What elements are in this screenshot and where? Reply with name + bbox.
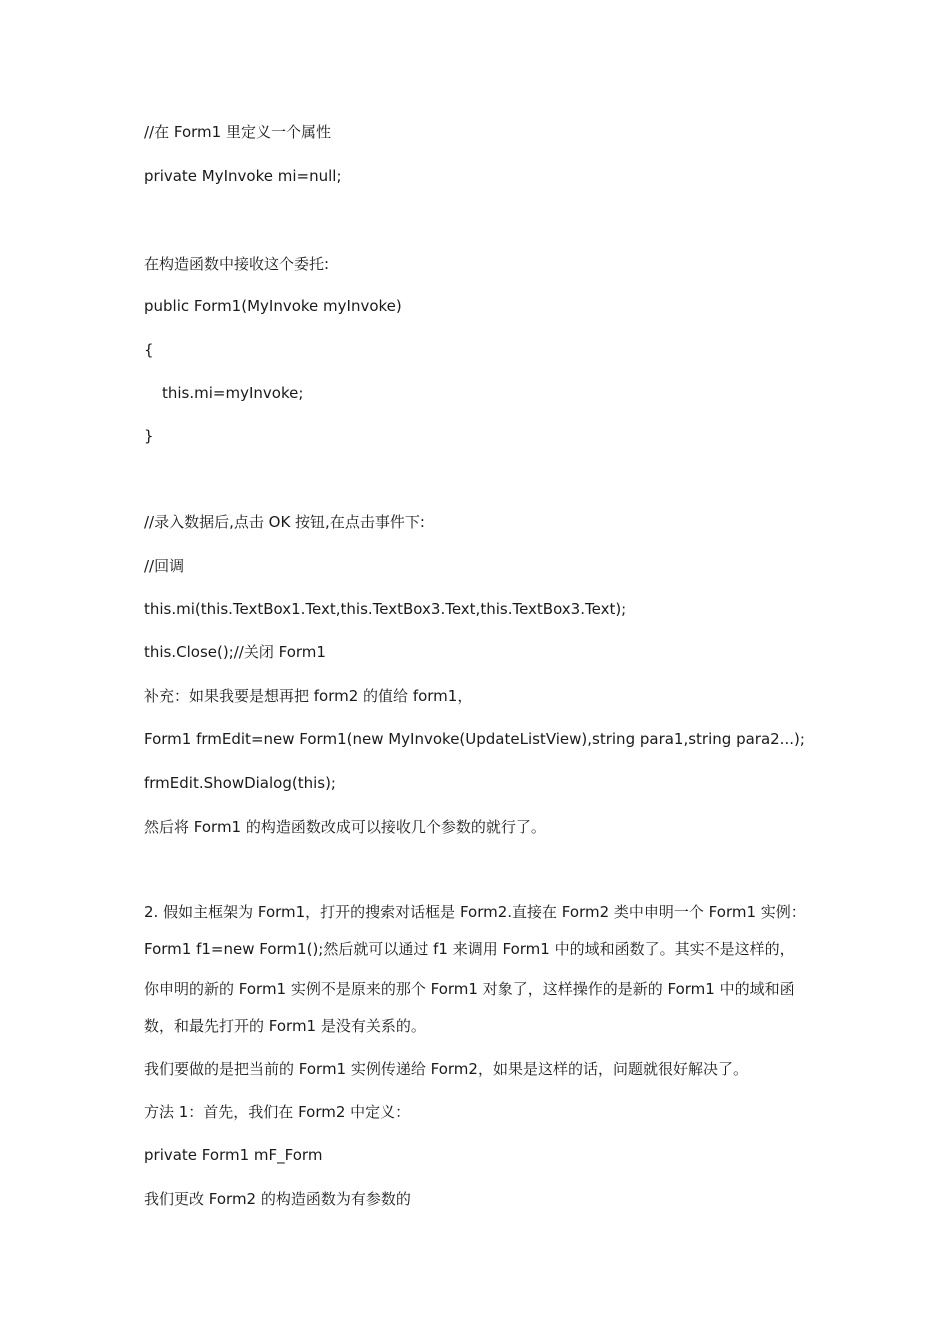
text-point-2: 2. 假如主框架为 Form1，打开的搜索对话框是 Form2.直接在 Form2 类中申明一个 Form1 实例： xyxy=(144,903,806,921)
text-constructor-change: 然后将 Form1 的构造函数改成可以接收几个参数的就行了。 xyxy=(144,818,546,836)
text-constructor-intro: 在构造函数中接收这个委托: xyxy=(144,255,330,273)
code-constructor-signature: public Form1(MyInvoke myInvoke) xyxy=(144,297,402,315)
text-change-constructor: 我们更改 Form2 的构造函数为有参数的 xyxy=(144,1190,411,1208)
code-new-form-with-params: Form1 frmEdit=new Form1(new MyInvoke(UpdateListView),string para1,string para2...); xyxy=(144,730,805,748)
text-point-2-cont-2: 你申明的新的 Form1 实例不是原来的那个 Form1 对象了，这样操作的是新的 Form1 中的域和函 xyxy=(144,980,795,998)
comment-ok-click: //录入数据后,点击 OK 按钮,在点击事件下: xyxy=(144,513,425,531)
comment-callback: //回调 xyxy=(144,557,185,575)
code-private-form1: private Form1 mF_Form xyxy=(144,1146,323,1164)
text-method-1: 方法 1：首先，我们在 Form2 中定义： xyxy=(144,1103,411,1121)
code-assign-delegate: this.mi=myInvoke; xyxy=(162,384,304,402)
code-close-brace: } xyxy=(144,427,154,445)
code-show-dialog: frmEdit.ShowDialog(this); xyxy=(144,774,336,792)
code-private-field: private MyInvoke mi=null; xyxy=(144,167,342,185)
code-invoke-callback: this.mi(this.TextBox1.Text,this.TextBox3.Text,this.TextBox3.Text); xyxy=(144,600,627,618)
comment-define-property: //在 Form1 里定义一个属性 xyxy=(144,123,331,141)
text-point-2-cont-1: Form1 f1=new Form1();然后就可以通过 f1 来调用 Form1 中的域和函数了。其实不是这样的， xyxy=(144,940,795,958)
text-supplement: 补充：如果我要是想再把 form2 的值给 form1， xyxy=(144,687,473,705)
text-point-2-cont-3: 数，和最先打开的 Form1 是没有关系的。 xyxy=(144,1017,426,1035)
code-close-form: this.Close();//关闭 Form1 xyxy=(144,643,326,661)
code-open-brace: { xyxy=(144,341,154,359)
text-pass-instance: 我们要做的是把当前的 Form1 实例传递给 Form2，如果是这样的话，问题就很好解决了。 xyxy=(144,1060,748,1078)
